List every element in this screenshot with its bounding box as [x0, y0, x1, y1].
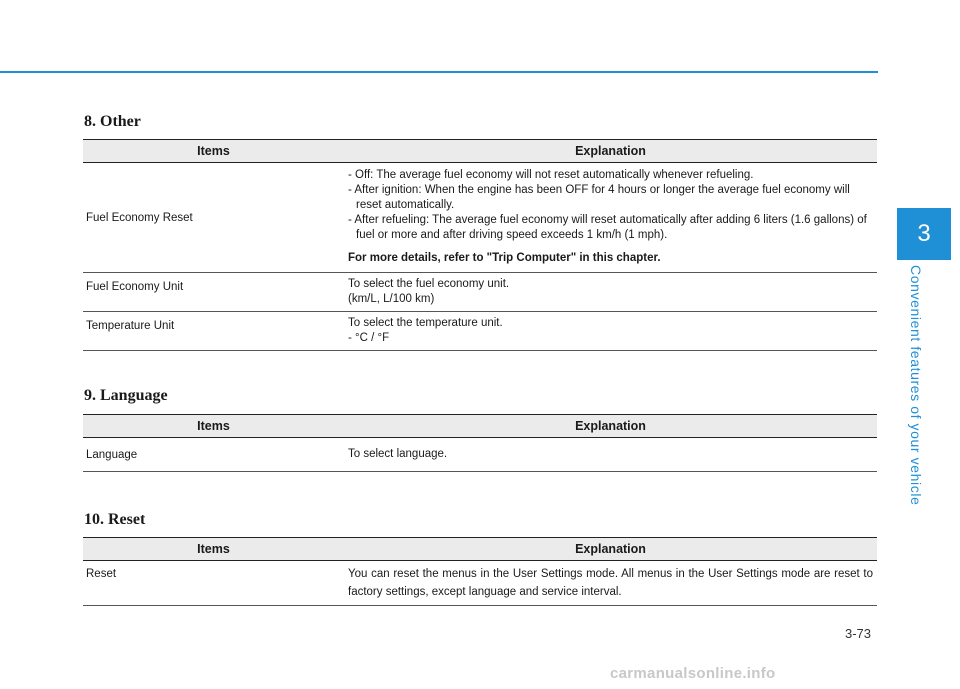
item-cell: Temperature Unit	[83, 312, 344, 351]
explanation-line: To select the fuel economy unit.	[348, 278, 510, 290]
explanation-line: - After ignition: When the engine has been OFF for 4 hours or longer the average fuel economy will reset automatically.	[348, 184, 850, 211]
explanation-line: To select language.	[348, 448, 448, 460]
item-cell: Fuel Economy Unit	[83, 273, 344, 312]
table-row	[83, 438, 877, 472]
explanation-cell	[344, 273, 877, 312]
chapter-title: Convenient features of your vehicle	[908, 265, 924, 506]
header-items: Items	[83, 415, 344, 438]
table-language	[83, 414, 877, 472]
header-explanation: Explanation	[344, 140, 877, 163]
section-title-reset: 10. Reset	[84, 511, 146, 528]
explanation-cell	[344, 163, 877, 273]
table-row	[83, 273, 877, 312]
explanation-line: - After refueling: The average fuel economy will reset automatically after adding 6 liters (1.6 gallons) of fuel or more and after driving speed exceeds 1 km/h (1 mph).	[348, 214, 867, 241]
table-reset	[83, 537, 877, 606]
explanation-cell	[344, 561, 877, 606]
table-other	[83, 139, 877, 351]
explanation-line: You can reset the menus in the User Settings mode. All menus in the User Settings mode are reset to factory settings, except language and service interval.	[348, 568, 873, 598]
item-cell: Reset	[83, 561, 344, 606]
chapter-tab	[897, 208, 951, 260]
table-row	[83, 561, 877, 606]
explanation-line: To select the temperature unit.	[348, 317, 503, 329]
explanation-note: For more details, refer to "Trip Computer" in this chapter.	[348, 252, 661, 264]
chapter-number: 3	[917, 220, 931, 247]
table-row	[83, 163, 877, 273]
item-cell: Language	[83, 438, 344, 472]
page-number: 3-73	[845, 626, 872, 641]
explanation-line: - Off: The average fuel economy will not reset automatically whenever refueling.	[348, 169, 754, 181]
section-title-other: 8. Other	[84, 113, 141, 130]
header-items: Items	[83, 140, 344, 163]
top-rule	[0, 71, 878, 73]
explanation-cell	[344, 438, 877, 472]
watermark: carmanualsonline.info	[610, 665, 776, 682]
section-title-language: 9. Language	[84, 387, 168, 404]
header-explanation: Explanation	[344, 415, 877, 438]
header-items: Items	[83, 538, 344, 561]
header-explanation: Explanation	[344, 538, 877, 561]
table-row	[83, 312, 877, 351]
explanation-line: - °C / °F	[348, 332, 390, 344]
item-cell: Fuel Economy Reset	[83, 163, 344, 273]
explanation-line: (km/L, L/100 km)	[348, 293, 435, 305]
explanation-cell	[344, 312, 877, 351]
